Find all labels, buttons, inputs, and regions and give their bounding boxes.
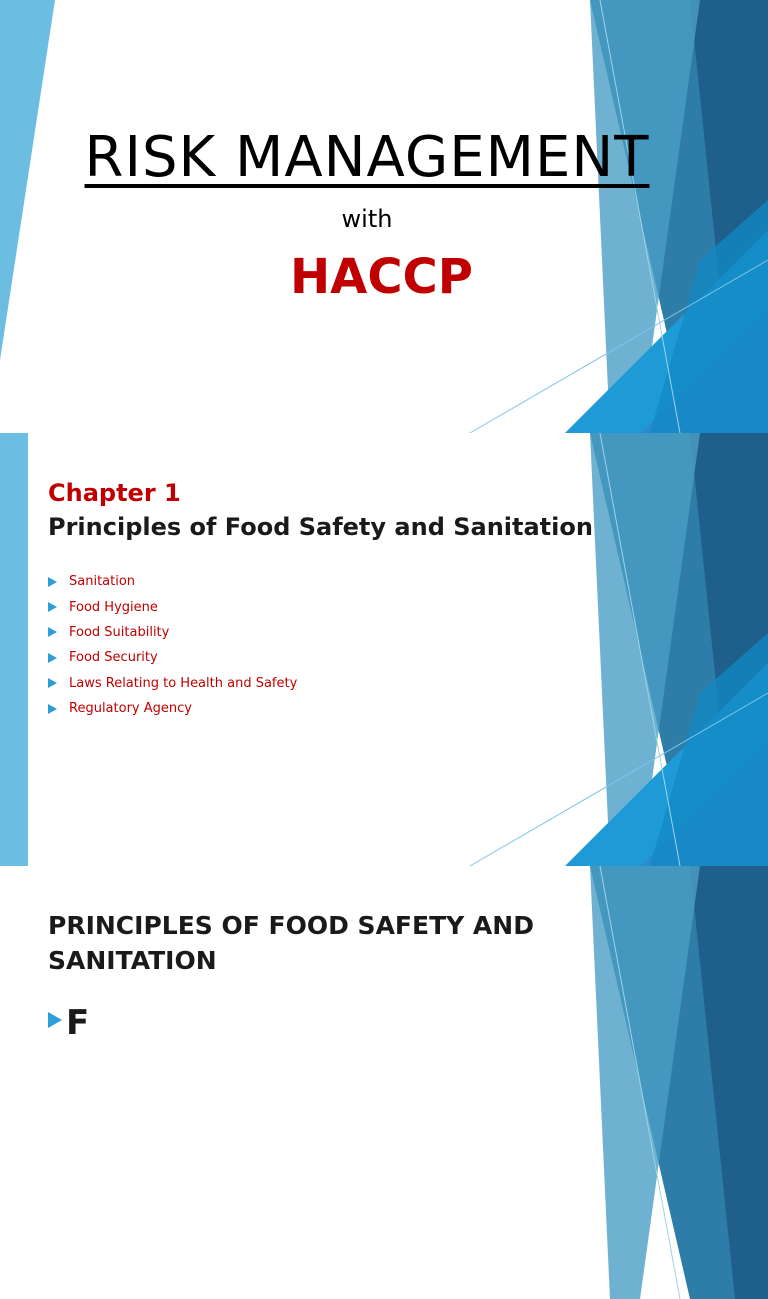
slide-title-connector: with (341, 205, 393, 233)
list-item: Food Security (48, 645, 297, 670)
bullet-arrow-icon (48, 577, 57, 587)
list-item-text: F (66, 1003, 90, 1043)
chapter-heading: Principles of Food Safety and Sanitation (48, 513, 593, 541)
list-item: Regulatory Agency (48, 696, 297, 721)
slide-chapter-1 (0, 433, 768, 866)
list-item (48, 1003, 90, 1043)
bullet-arrow-icon (48, 1012, 62, 1028)
slide-title-text: RISK MANAGEMENT (84, 125, 650, 190)
slide-title (0, 0, 768, 433)
chapter-label: Chapter 1 (48, 479, 181, 507)
slide-heading: PRINCIPLES OF FOOD SAFETY AND SANITATION (48, 911, 534, 975)
slide-subtitle: HACCP (290, 249, 473, 305)
list-item: Laws Relating to Health and Safety (48, 671, 297, 696)
slide-principles (0, 866, 768, 1043)
list-item: Sanitation (48, 569, 297, 594)
bullet-arrow-icon (48, 704, 57, 714)
bullet-arrow-icon (48, 653, 57, 663)
bullet-arrow-icon (48, 627, 57, 637)
list-item: Food Hygiene (48, 594, 297, 619)
topic-list (48, 569, 297, 721)
list-item: Food Suitability (48, 620, 297, 645)
bullet-arrow-icon (48, 678, 57, 688)
bullet-arrow-icon (48, 602, 57, 612)
